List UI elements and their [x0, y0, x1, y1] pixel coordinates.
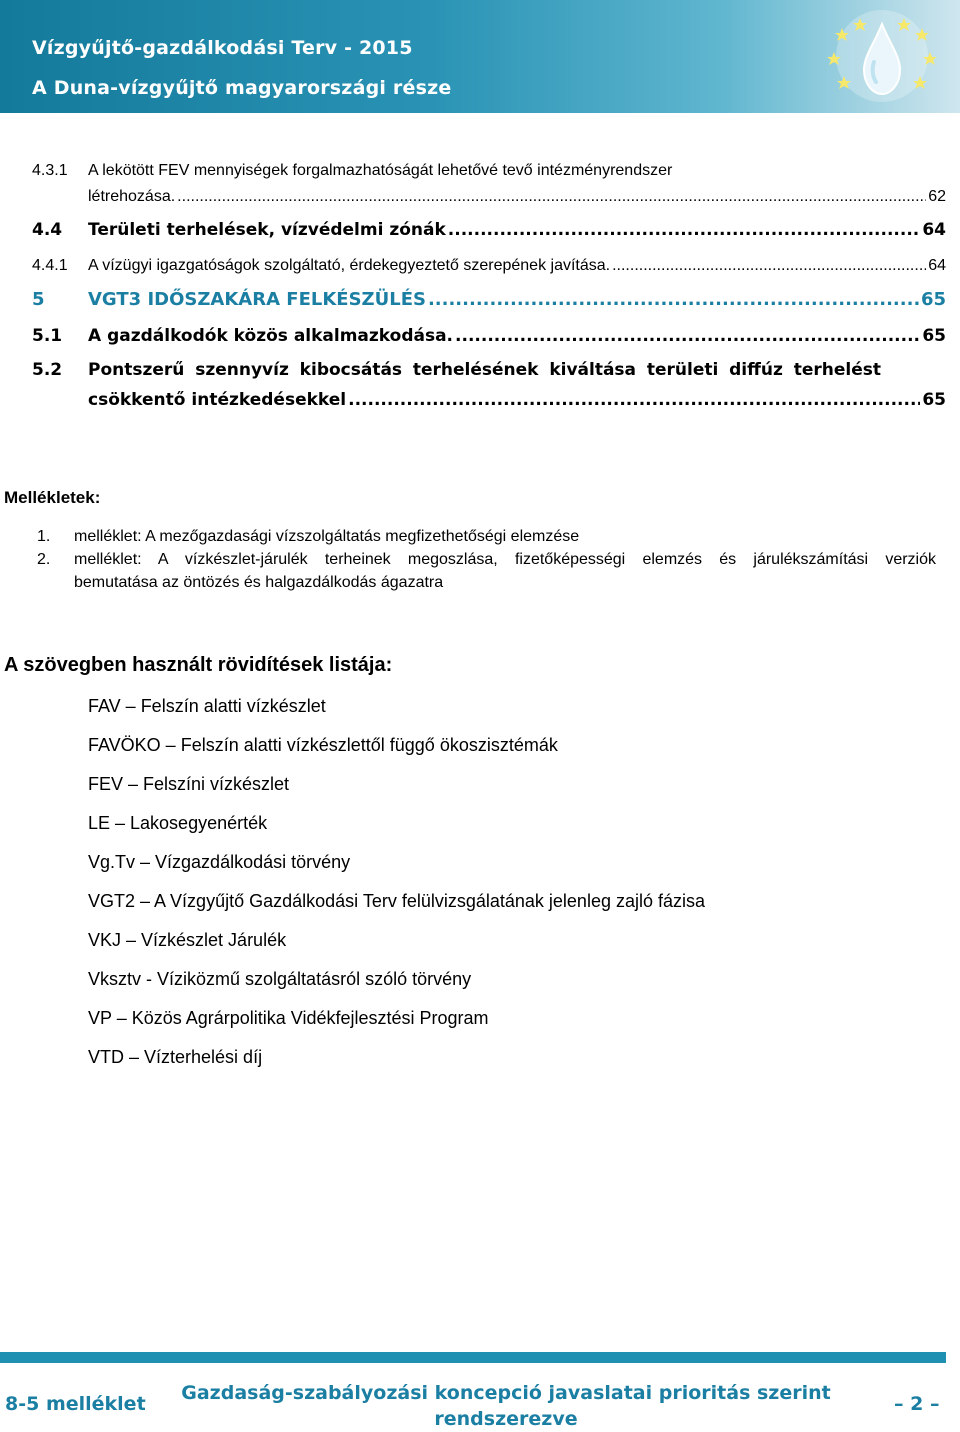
- toc-entry[interactable]: [32, 216, 946, 240]
- header-subtitle: A Duna-vízgyűjtő magyarországi része: [32, 77, 452, 99]
- toc-leader: [348, 390, 920, 410]
- annex-text: bemutatása az öntözés és halgazdálkodás ágazatra: [74, 574, 444, 591]
- toc-number: 4.3.1: [32, 162, 68, 179]
- toc-number: 5: [32, 289, 45, 310]
- abbreviation-item: VTD – Vízterhelési díj: [88, 1047, 263, 1067]
- footer-title-line: rendszerezve: [434, 1408, 578, 1430]
- abbreviation-item: VKJ – Vízkészlet Járulék: [88, 930, 287, 950]
- toc-leader: [428, 289, 919, 310]
- footer-document-title: [180, 1380, 832, 1432]
- annex-heading: Mellékletek:: [4, 488, 101, 507]
- abbreviation-item: Vksztv - Víziközmű szolgáltatásról szóló törvény: [88, 969, 472, 989]
- abbreviation-item: FEV – Felszíni vízkészlet: [88, 774, 290, 794]
- abbreviation-item: FAVÖKO – Felszín alatti vízkészlettől függő ökoszisztémák: [88, 735, 558, 755]
- toc-text: VGT3 IDŐSZAKÁRA FELKÉSZÜLÉS: [88, 289, 426, 310]
- toc-text: A lekötött FEV mennyiségek forgalmazhatóságát lehetővé tevő intézményrendszer: [88, 162, 673, 179]
- annex-item: [37, 548, 937, 596]
- toc-page: 65: [922, 326, 946, 346]
- toc-text: A vízügyi igazgatóságok szolgáltató, érdekegyeztető szerepének javítása.: [88, 257, 611, 274]
- toc-text: csökkentő intézkedésekkel: [88, 390, 347, 410]
- annex-text: melléklet: A mezőgazdasági vízszolgáltatás megfizethetőségi elemzése: [74, 528, 580, 545]
- toc-entry[interactable]: [32, 182, 946, 206]
- toc-number: 4.4.1: [32, 257, 68, 274]
- annex-text: melléklet: A vízkészlet-járulék terheinek megoszlása, fizetőképességi elemzés és járulékszámítási verziók: [74, 551, 936, 568]
- annex-number: 1.: [37, 528, 51, 545]
- abbreviation-item: Vg.Tv – Vízgazdálkodási törvény: [88, 852, 351, 872]
- toc-number: 5.2: [32, 360, 63, 380]
- toc-text: létrehozása.: [88, 188, 176, 205]
- toc-entry[interactable]: [32, 286, 946, 310]
- abbreviation-item: VP – Közös Agrárpolitika Vidékfejlesztési Program: [88, 1008, 489, 1028]
- toc-number: 4.4: [32, 220, 63, 240]
- toc-entry[interactable]: [32, 251, 946, 275]
- toc-text: Területi terhelések, vízvédelmi zónák: [88, 220, 446, 240]
- annex-item: [37, 525, 937, 549]
- toc-leader: [455, 326, 920, 346]
- toc-entry[interactable]: [32, 322, 946, 346]
- toc-text[interactable]: Pontszerű szennyvíz kibocsátás terhelésének kiváltása területi diffúz terhelést: [88, 360, 881, 380]
- annex-number: 2.: [37, 551, 51, 568]
- footer-title-line: Gazdaság-szabályozási koncepció javaslatai prioritás szerint: [181, 1382, 831, 1404]
- toc-leader: [448, 220, 921, 240]
- toc-text: A gazdálkodók közös alkalmazkodása.: [88, 326, 454, 346]
- abbreviation-item: LE – Lakosegyenérték: [88, 813, 268, 833]
- abbreviations-heading: A szövegben használt rövidítések listája:: [4, 654, 393, 676]
- toc-page: 65: [922, 390, 946, 410]
- water-drop-eu-stars-icon: [812, 6, 952, 106]
- page-header: [0, 0, 960, 113]
- toc-entry[interactable]: [32, 386, 946, 410]
- toc-number: 5.1: [32, 326, 63, 346]
- abbreviation-item: VGT2 – A Vízgyűjtő Gazdálkodási Terv felülvizsgálatának jelenleg zajló fázisa: [88, 891, 706, 911]
- toc-page: 62: [928, 188, 946, 205]
- page-number: – 2 –: [894, 1393, 940, 1415]
- toc-leader: [177, 188, 926, 206]
- toc-leader: [612, 257, 926, 275]
- footer-annex-label: 8-5 melléklet: [5, 1393, 146, 1415]
- header-title: Vízgyűjtő-gazdálkodási Terv - 2015: [32, 37, 413, 59]
- toc-page: 64: [922, 220, 946, 240]
- abbreviation-item: FAV – Felszín alatti vízkészlet: [88, 696, 326, 716]
- toc-entry[interactable]: [32, 156, 946, 180]
- toc-page: 64: [928, 257, 946, 274]
- footer-divider: [0, 1352, 946, 1363]
- toc-page: 65: [920, 289, 946, 310]
